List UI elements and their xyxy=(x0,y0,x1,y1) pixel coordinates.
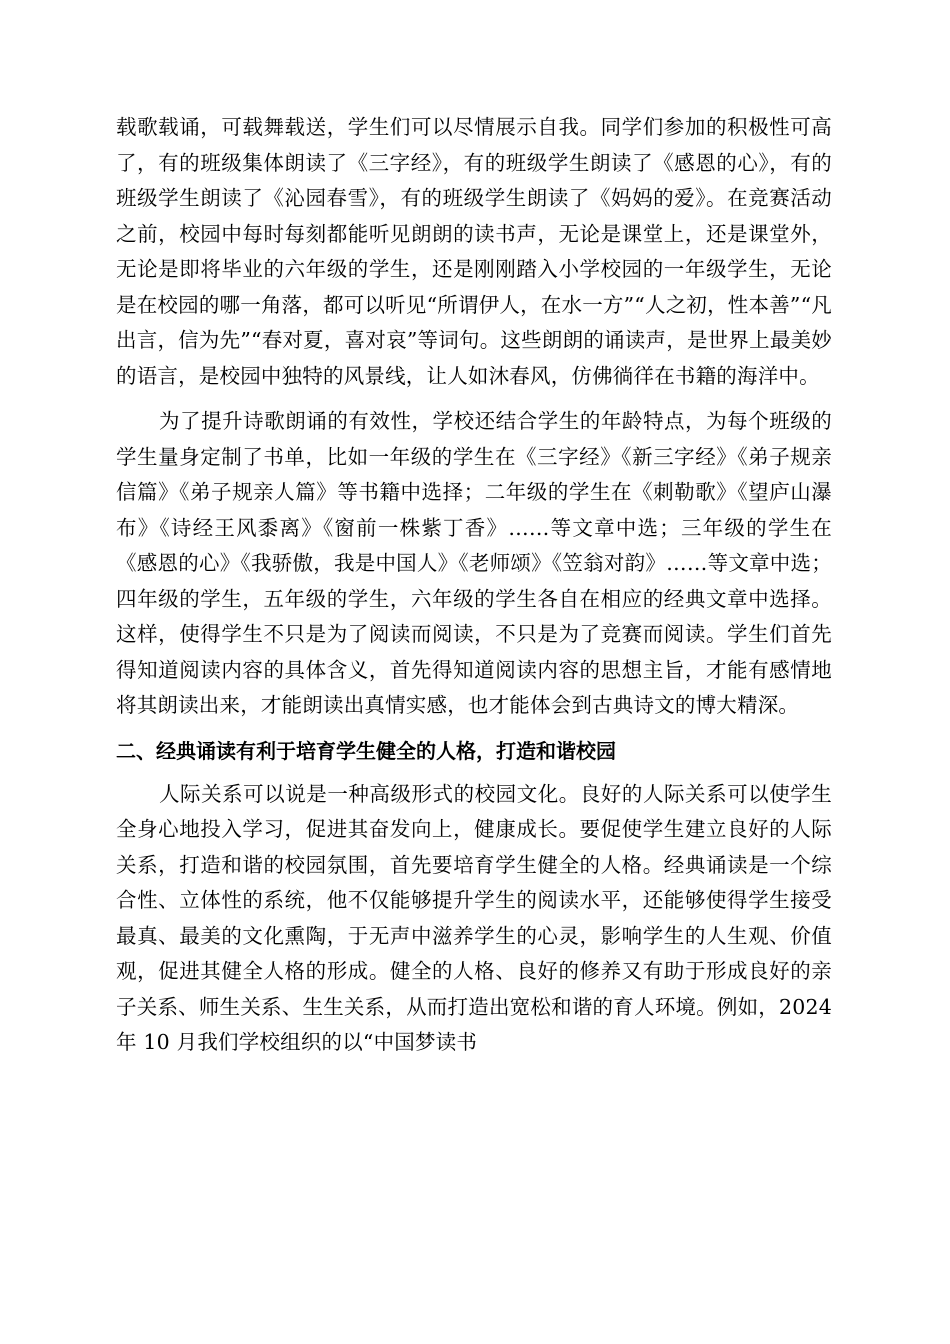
paragraph-1: 载歌载诵，可载舞载送，学生们可以尽情展示自我。同学们参加的积极性可高了，有的班级集体朗读了《三字经》，有的班级学生朗读了《感恩的心》，有的班级学生朗读了《沁园春雪》，有的班级学生朗读了《妈妈的爱》。在竞赛活动之前，校园中每时每刻都能听见朗朗的读书声，无论是课堂上，还是课堂外，无论是即将毕业的六年级的学生，还是刚刚踏入小学校园的一年级学生，无论是在校园的哪一角落，都可以听见“所谓伊人，在水一方”“人之初，性本善”“凡出言，信为先”“春对夏，喜对哀”等词句。这些朗朗的诵读声，是世界上最美妙的语言，是校园中独特的风景线，让人如沐春风，仿佛徜徉在书籍的海洋中。 xyxy=(116,115,832,388)
heading-gap xyxy=(116,769,832,777)
paragraph-gap xyxy=(116,394,832,404)
paragraph-gap xyxy=(116,724,832,734)
section-heading: 二、经典诵读有利于培育学生健全的人格，打造和谐校园 xyxy=(116,738,616,763)
paragraph-2: 为了提升诗歌朗诵的有效性，学校还结合学生的年龄特点，为每个班级的学生量身定制了书单，比如一年级的学生在《三字经》《新三字经》《弟子规亲信篇》《弟子规亲人篇》等书籍中选择；二年级的学生在《刺勒歌》《望庐山瀑布》《诗经王风黍离》《窗前一株紫丁香》……等文章中选；三年级的学生在《感恩的心》《我骄傲，我是中国人》《老师颂》《笠翁对韵》……等文章中选；四年级的学生，五年级的学生，六年级的学生各自在相应的经典文章中选择。这样，使得学生不只是为了阅读而阅读，不只是为了竞赛而阅读。学生们首先得知道阅读内容的具体含义，首先得知道阅读内容的思想主旨，才能有感情地将其朗读出来，才能朗读出真情实感，也才能体会到古典诗文的博大精深。 xyxy=(116,409,832,717)
document-page xyxy=(116,110,832,1061)
paragraph-3: 人际关系可以说是一种高级形式的校园文化。良好的人际关系可以使学生全身心地投入学习，促进其奋发向上，健康成长。要促使学生建立良好的人际关系，打造和谐的校园氛围，首先要培育学生健全的人格。经典诵读是一个综合性、立体性的系统，他不仅能够提升学生的阅读水平，还能够使得学生接受最真、最美的文化熏陶，于无声中滋养学生的心灵，影响学生的人生观、价值观，促进其健全人格的形成。健全的人格、良好的修养又有助于形成良好的亲子关系、师生关系、生生关系，从而打造出宽松和谐的育人环境。例如，2024 年 10 月我们学校组织的以“中国梦读书 xyxy=(116,781,832,1054)
